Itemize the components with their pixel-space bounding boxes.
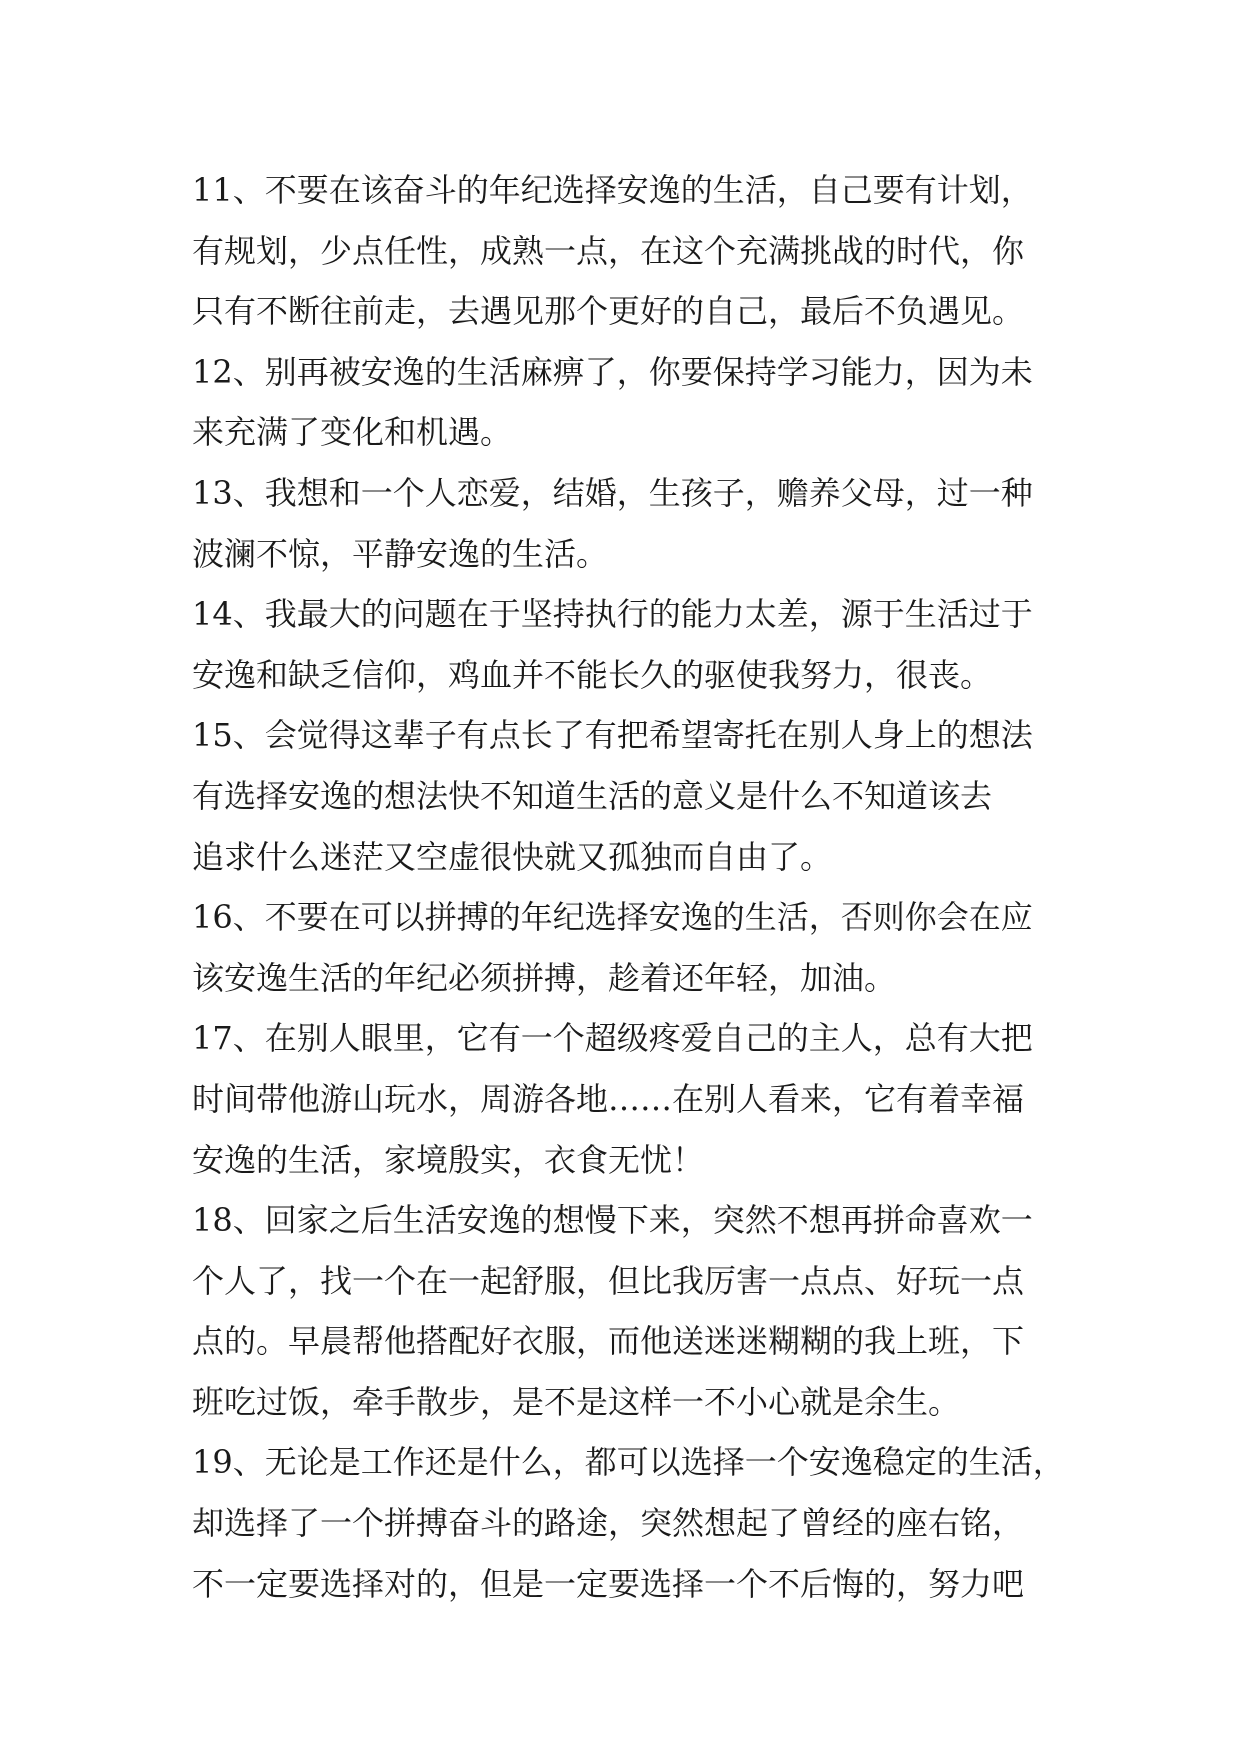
text-line: 18、回家之后生活安逸的想慢下来，突然不想再拼命喜欢一 [192,1201,1033,1240]
text-line: 却选择了一个拼搏奋斗的路途，突然想起了曾经的座右铭， [192,1504,1025,1543]
text-line: 19、无论是工作还是什么，都可以选择一个安逸稳定的生活， [192,1443,1065,1482]
text-line: 点的。早晨帮他搭配好衣服，而他送迷迷糊糊的我上班，下 [192,1322,1025,1361]
text-line: 班吃过饭，牵手散步，是不是这样一不小心就是余生。 [192,1382,961,1421]
text-line: 不一定要选择对的，但是一定要选择一个不后悔的，努力吧 [192,1564,1025,1603]
text-line: 12、别再被安逸的生活麻痹了，你要保持学习能力，因为未 [192,352,1033,391]
text-line: 11、不要在该奋斗的年纪选择安逸的生活，自己要有计划， [192,171,1033,209]
text-line: 来充满了变化和机遇。 [192,413,513,452]
document-body [192,160,1072,1614]
text-line: 时间带他游山玩水，周游各地……在别人看来，它有着幸福 [192,1079,1025,1118]
text-line: 15、会觉得这辈子有点长了有把希望寄托在别人身上的想法 [192,716,1033,755]
text-line: 13、我想和一个人恋爱，结婚，生孩子，赡养父母，过一种 [192,473,1033,512]
text-line: 有选择安逸的想法快不知道生活的意义是什么不知道该去 [192,776,993,815]
text-line: 该安逸生活的年纪必须拼搏，趁着还年轻，加油。 [192,958,897,997]
text-line: 个人了，找一个在一起舒服，但比我厉害一点点、好玩一点 [192,1261,1025,1300]
text-line: 安逸的生活，家境殷实，衣食无忧！ [192,1140,705,1179]
text-line: 16、不要在可以拼搏的年纪选择安逸的生活，否则你会在应 [192,898,1033,937]
text-line: 14、我最大的问题在于坚持执行的能力太差，源于生活过于 [192,595,1033,634]
text-line: 追求什么迷茫又空虚很快就又孤独而自由了。 [192,837,833,876]
text-line: 安逸和缺乏信仰，鸡血并不能长久的驱使我努力，很丧。 [192,655,993,694]
text-line: 有规划，少点任性，成熟一点，在这个充满挑战的时代，你 [192,231,1025,270]
text-line: 只有不断往前走，去遇见那个更好的自己，最后不负遇见。 [192,292,1025,331]
text-line: 波澜不惊，平静安逸的生活。 [192,534,609,573]
text-line: 17、在别人眼里，它有一个超级疼爱自己的主人，总有大把 [192,1019,1033,1058]
